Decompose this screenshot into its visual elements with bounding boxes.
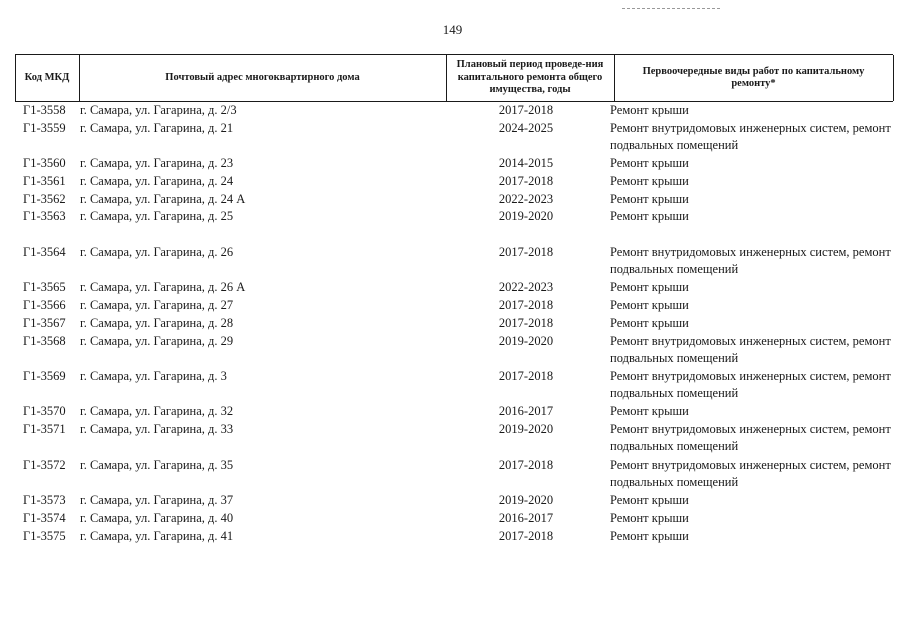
- cell-period: 2017-2018: [498, 174, 554, 188]
- cell-code: Г1-3572: [23, 458, 66, 472]
- column-header-address: Почтовый адрес многоквартирного дома: [165, 71, 360, 83]
- cell-code: Г1-3559: [23, 121, 66, 135]
- cell-address: г. Самара, ул. Гагарина, д. 3: [80, 369, 227, 383]
- cell-work: Ремонт крыши: [610, 404, 689, 418]
- cell-period: 2019-2020: [498, 493, 554, 507]
- cell-period: 2016-2017: [498, 511, 554, 525]
- cell-code: Г1-3571: [23, 422, 66, 436]
- cell-work: Ремонт крыши: [610, 493, 689, 507]
- cell-address: г. Самара, ул. Гагарина, д. 33: [80, 422, 234, 436]
- cell-period: 2016-2017: [498, 404, 554, 418]
- cell-code: Г1-3563: [23, 209, 66, 223]
- cell-work: Ремонт внутридомовых инженерных систем, ремонт подвальных помещений: [610, 245, 891, 276]
- column-header-period: Плановый период проведе-ния капитального ремонта общего имущества, годы: [456, 59, 604, 96]
- cell-code: Г1-3567: [23, 316, 66, 330]
- cell-code: Г1-3565: [23, 280, 66, 294]
- cell-work: Ремонт крыши: [610, 316, 689, 330]
- cell-work: Ремонт внутридомовых инженерных систем, ремонт подвальных помещений: [610, 334, 891, 365]
- cell-period: 2017-2018: [498, 529, 554, 543]
- cell-code: Г1-3566: [23, 298, 66, 312]
- cell-code: Г1-3570: [23, 404, 66, 418]
- cell-address: г. Самара, ул. Гагарина, д. 35: [80, 458, 234, 472]
- page-number: 149: [442, 22, 463, 37]
- cell-address: г. Самара, ул. Гагарина, д. 29: [80, 334, 234, 348]
- column-header-work: Первоочередные виды работ по капитальному ремонту*: [642, 65, 865, 89]
- cell-work: Ремонт крыши: [610, 209, 689, 223]
- cell-work: Ремонт крыши: [610, 174, 689, 188]
- cell-work: Ремонт крыши: [610, 511, 689, 525]
- cell-period: 2014-2015: [498, 156, 554, 170]
- cell-address: г. Самара, ул. Гагарина, д. 32: [80, 404, 234, 418]
- cell-work: Ремонт крыши: [610, 156, 689, 170]
- cell-period: 2017-2018: [498, 316, 554, 330]
- cell-work: Ремонт крыши: [610, 103, 689, 117]
- cell-code: Г1-3564: [23, 245, 66, 259]
- scan-artifact-line: [622, 8, 720, 9]
- cell-period: 2024-2025: [498, 121, 554, 135]
- cell-address: г. Самара, ул. Гагарина, д. 26: [80, 245, 234, 259]
- cell-work: Ремонт внутридомовых инженерных систем, ремонт подвальных помещений: [610, 369, 891, 400]
- cell-period: 2019-2020: [498, 334, 554, 348]
- cell-address: г. Самара, ул. Гагарина, д. 41: [80, 529, 234, 543]
- cell-address: г. Самара, ул. Гагарина, д. 26 А: [80, 280, 246, 294]
- cell-code: Г1-3560: [23, 156, 66, 170]
- header-border: [893, 55, 894, 101]
- cell-address: г. Самара, ул. Гагарина, д. 24 А: [80, 192, 246, 206]
- cell-period: 2017-2018: [498, 369, 554, 383]
- cell-address: г. Самара, ул. Гагарина, д. 40: [80, 511, 234, 525]
- cell-code: Г1-3574: [23, 511, 66, 525]
- cell-period: 2017-2018: [498, 245, 554, 259]
- cell-address: г. Самара, ул. Гагарина, д. 27: [80, 298, 234, 312]
- cell-work: Ремонт крыши: [610, 192, 689, 206]
- cell-code: Г1-3575: [23, 529, 66, 543]
- cell-address: г. Самара, ул. Гагарина, д. 23: [80, 156, 234, 170]
- cell-address: г. Самара, ул. Гагарина, д. 28: [80, 316, 234, 330]
- cell-work: Ремонт внутридомовых инженерных систем, ремонт подвальных помещений: [610, 121, 891, 152]
- cell-address: г. Самара, ул. Гагарина, д. 21: [80, 121, 234, 135]
- cell-work: Ремонт внутридомовых инженерных систем, ремонт подвальных помещений: [610, 458, 891, 489]
- table-header: [15, 54, 893, 102]
- cell-period: 2017-2018: [498, 458, 554, 472]
- cell-code: Г1-3568: [23, 334, 66, 348]
- column-header-code: Код МКД: [24, 71, 70, 83]
- cell-code: Г1-3558: [23, 103, 66, 117]
- cell-period: 2022-2023: [498, 280, 554, 294]
- cell-period: 2019-2020: [498, 209, 554, 223]
- cell-work: Ремонт крыши: [610, 280, 689, 294]
- cell-period: 2022-2023: [498, 192, 554, 206]
- cell-period: 2017-2018: [498, 298, 554, 312]
- cell-address: г. Самара, ул. Гагарина, д. 37: [80, 493, 234, 507]
- cell-code: Г1-3573: [23, 493, 66, 507]
- cell-work: Ремонт внутридомовых инженерных систем, ремонт подвальных помещений: [610, 422, 891, 453]
- cell-work: Ремонт крыши: [610, 529, 689, 543]
- cell-period: 2017-2018: [498, 103, 554, 117]
- cell-address: г. Самара, ул. Гагарина, д. 25: [80, 209, 234, 223]
- cell-period: 2019-2020: [498, 422, 554, 436]
- cell-address: г. Самара, ул. Гагарина, д. 24: [80, 174, 234, 188]
- cell-code: Г1-3562: [23, 192, 66, 206]
- cell-code: Г1-3561: [23, 174, 66, 188]
- cell-code: Г1-3569: [23, 369, 66, 383]
- cell-work: Ремонт крыши: [610, 298, 689, 312]
- cell-address: г. Самара, ул. Гагарина, д. 2/3: [80, 103, 237, 117]
